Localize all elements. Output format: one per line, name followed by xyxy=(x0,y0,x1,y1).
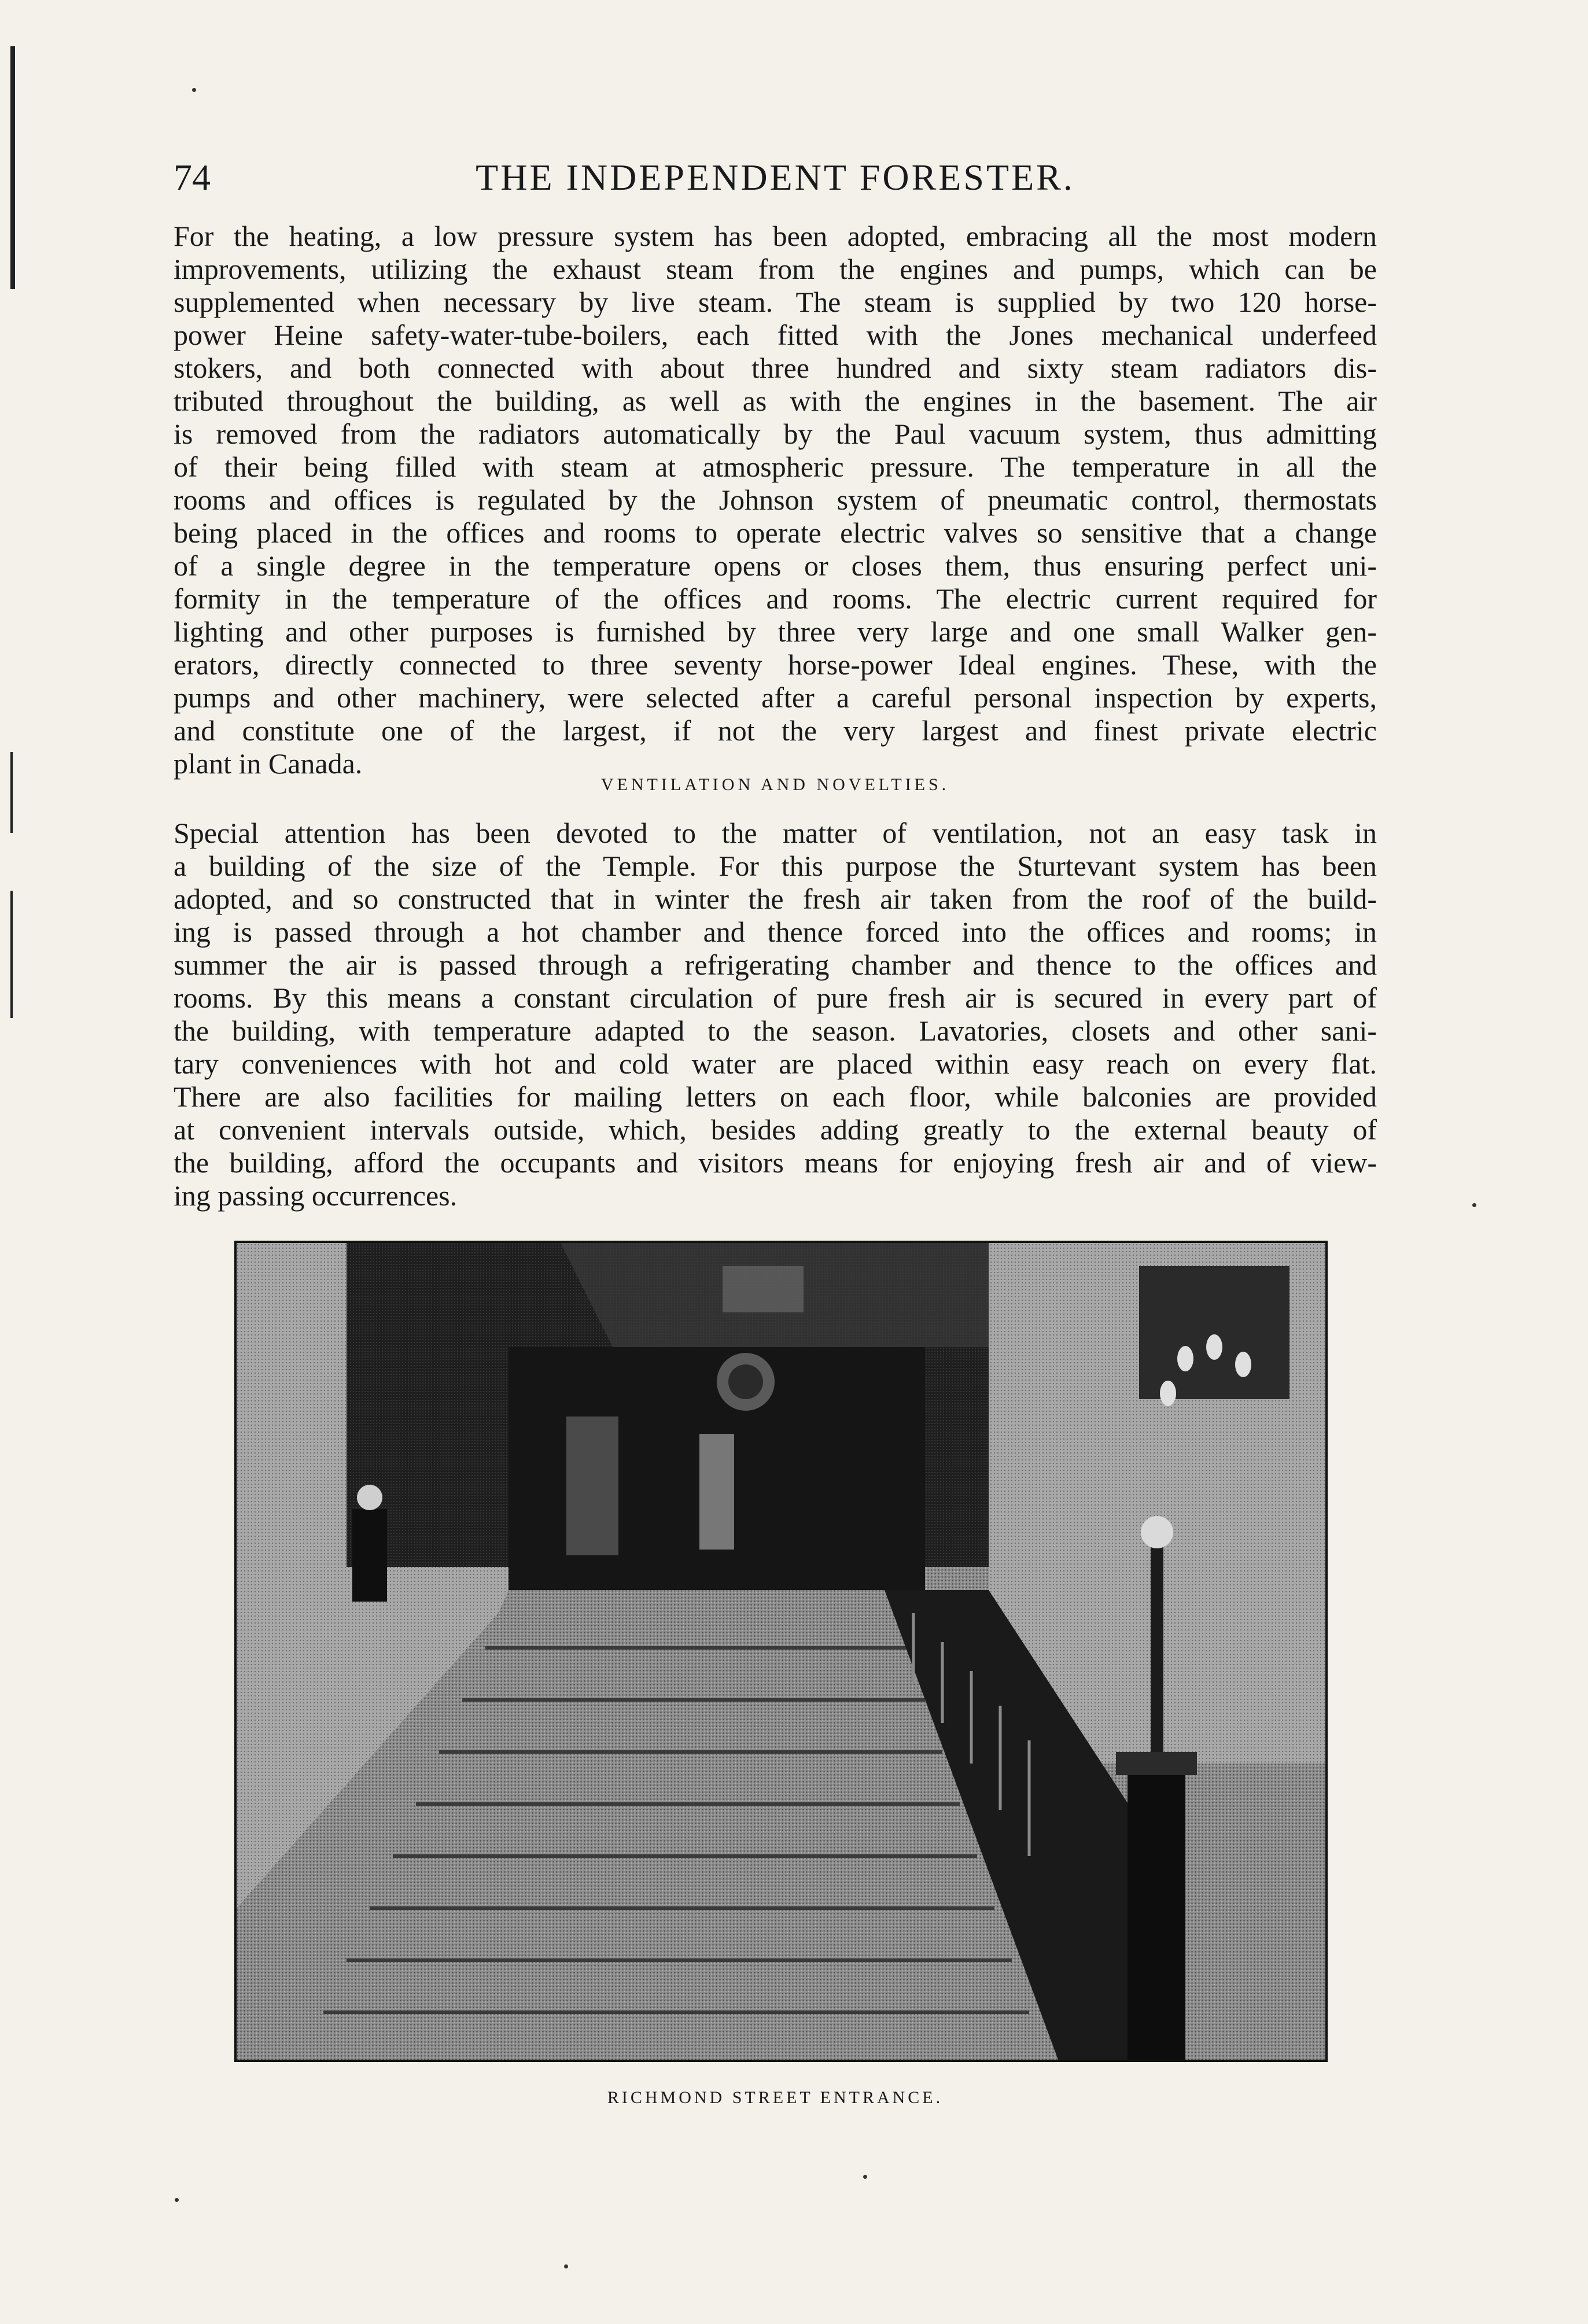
figure-caption: RICHMOND STREET ENTRANCE. xyxy=(607,2088,944,2107)
text-line: lighting and other purposes is furnished by three very large and one small Walker gen- xyxy=(174,615,1377,648)
text-line: improvements, utilizing the exhaust steam from the engines and pumps, which can be xyxy=(174,253,1377,285)
text-line: rooms. By this means a constant circulation of pure fresh air is secured in every part of xyxy=(174,982,1377,1014)
text-line: formity in the temperature of the offices and rooms. The electric current required for xyxy=(174,582,1377,615)
text-line: the building, afford the occupants and visitors means for enjoying fresh air and of view- xyxy=(174,1146,1377,1179)
paragraph-heating xyxy=(174,220,1377,780)
text-line: rooms and offices is regulated by the Johnson system of pneumatic control, thermostats xyxy=(174,484,1377,516)
print-speck xyxy=(564,2264,568,2268)
binding-edge-mark xyxy=(10,752,13,833)
binding-edge-mark xyxy=(10,46,15,289)
photo-richmond-street-entrance xyxy=(234,1241,1328,2062)
text-line: is removed from the radiators automatically by the Paul vacuum system, thus admitting xyxy=(174,418,1377,450)
print-speck xyxy=(175,2198,179,2202)
page-number: 74 xyxy=(174,157,211,198)
text-line: Special attention has been devoted to the matter of ventilation, not an easy task in xyxy=(174,817,1377,849)
text-line: at convenient intervals outside, which, besides adding greatly to the external beauty of xyxy=(174,1113,1377,1146)
print-speck xyxy=(1472,1203,1476,1207)
text-line: plant in Canada. xyxy=(174,747,363,780)
page-header xyxy=(174,156,1377,208)
text-line: adopted, and so constructed that in winter the fresh air taken from the roof of the build- xyxy=(174,883,1377,915)
running-head: THE INDEPENDENT FORESTER. xyxy=(476,157,1075,198)
text-line: There are also facilities for mailing letters on each floor, while balconies are provided xyxy=(174,1080,1377,1113)
text-line: being placed in the offices and rooms to operate electric valves so sensitive that a change xyxy=(174,517,1377,549)
text-line: erators, directly connected to three seventy horse-power Ideal engines. These, with the xyxy=(174,648,1377,681)
print-speck xyxy=(192,88,196,92)
text-line: tary conveniences with hot and cold water are placed within easy reach on every flat. xyxy=(174,1047,1377,1080)
text-line: a building of the size of the Temple. For this purpose the Sturtevant system has been xyxy=(174,850,1377,882)
text-line: tributed throughout the building, as well as with the engines in the basement. The air xyxy=(174,385,1377,417)
text-line: ing is passed through a hot chamber and thence forced into the offices and rooms; in xyxy=(174,916,1377,948)
text-line: supplemented when necessary by live steam. The steam is supplied by two 120 horse- xyxy=(174,286,1377,318)
text-line: power Heine safety-water-tube-boilers, each fitted with the Jones mechanical underfeed xyxy=(174,319,1377,351)
binding-edge-mark xyxy=(10,891,13,1018)
paragraph-ventilation xyxy=(174,817,1377,1212)
text-line: and constitute one of the largest, if not the very largest and finest private electric xyxy=(174,714,1377,747)
staircase-photo-illustration xyxy=(237,1243,1325,2060)
text-line: of a single degree in the temperature opens or closes them, thus ensuring perfect uni- xyxy=(174,549,1377,582)
text-line: ing passing occurrences. xyxy=(174,1179,458,1212)
text-line: pumps and other machinery, were selected after a careful personal inspection by experts, xyxy=(174,681,1377,714)
section-heading: VENTILATION AND NOVELTIES. xyxy=(600,775,950,794)
text-line: of their being filled with steam at atmospheric pressure. The temperature in all the xyxy=(174,451,1377,483)
text-line: the building, with temperature adapted to the season. Lavatories, closets and other sani- xyxy=(174,1015,1377,1047)
text-line: For the heating, a low pressure system has been adopted, embracing all the most modern xyxy=(174,220,1377,252)
text-line: summer the air is passed through a refrigerating chamber and thence to the offices and xyxy=(174,949,1377,981)
text-line: stokers, and both connected with about three hundred and sixty steam radiators dis- xyxy=(174,352,1377,384)
print-speck xyxy=(863,2175,867,2179)
